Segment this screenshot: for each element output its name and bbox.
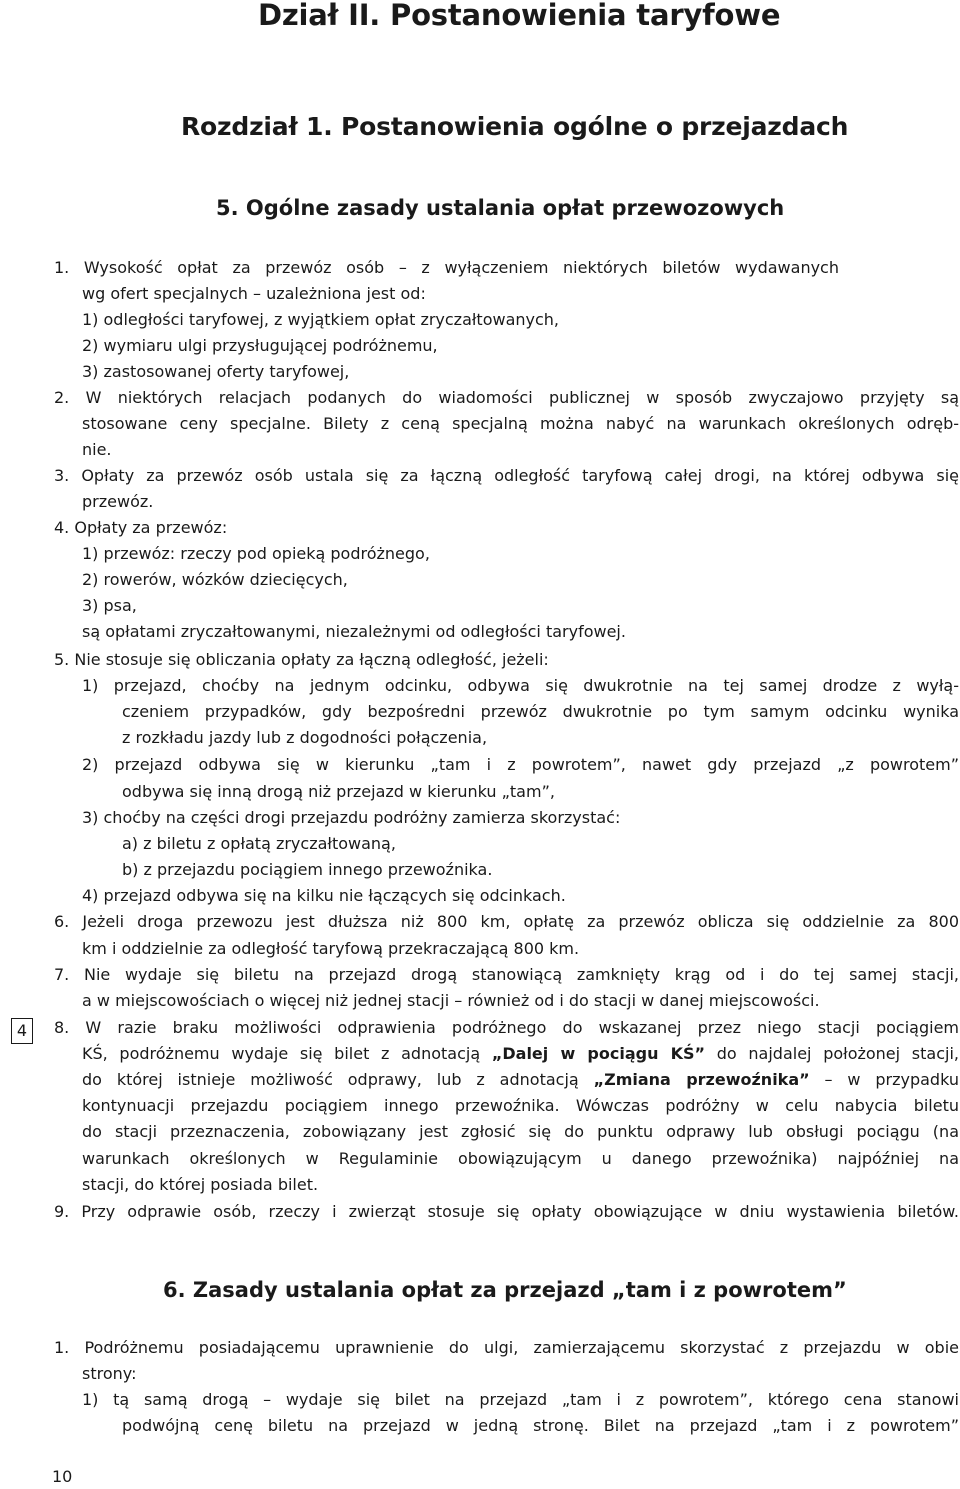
- paragraph-line: km i oddzielnie za odległość taryfową przekraczającą 800 km.: [82, 939, 580, 958]
- division-title: Dział II. Postanowienia taryfowe: [258, 0, 781, 32]
- list-item-line: z rozkładu jazdy lub z dogodności połączenia,: [122, 728, 488, 747]
- text-run: do której istnieje możliwość odprawy, lub z adnotacją: [82, 1070, 594, 1089]
- text-run: – w przypadku: [809, 1070, 959, 1089]
- paragraph-line: 1. Wysokość opłat za przewóz osób – z wyłączeniem niektórych biletów wydawanych: [54, 258, 839, 277]
- list-item: 1) tą samą drogą – wydaje się bilet na przejazd „tam i z powrotem”, którego cena stanowi: [82, 1390, 959, 1409]
- paragraph-line: 7. Nie wydaje się biletu na przejazd drogą stanowiącą zamknięty krąg od i do tej samej stacji,: [54, 965, 959, 984]
- paragraph-line: 4. Opłaty za przewóz:: [54, 518, 228, 537]
- section-5-title: 5. Ogólne zasady ustalania opłat przewozowych: [216, 196, 785, 220]
- paragraph-line: 3. Opłaty za przewóz osób ustala się za łączną odległość taryfową całej drogi, na której odbywa się: [54, 466, 959, 485]
- list-item-line: czeniem przypadków, gdy bezpośredni przewóz dwukrotnie po tym samym odcinku wynika: [122, 702, 959, 721]
- list-item: 1) przejazd, choćby na jednym odcinku, odbywa się dwukrotnie na tej samej drodze z wyłą-: [82, 676, 959, 695]
- list-item: 2) wymiaru ulgi przysługującej podróżnemu,: [82, 336, 438, 355]
- paragraph-line: [82, 1041, 959, 1067]
- sub-list-item: b) z przejazdu pociągiem innego przewoźnika.: [122, 860, 493, 879]
- paragraph-line: 8. W razie braku możliwości odprawienia podróżnego do wskazanej przez niego stacji pociągiem: [54, 1018, 959, 1037]
- paragraph-line: 9. Przy odprawie osób, rzeczy i zwierząt stosuje się opłaty obowiązujące w dniu wystawienia biletów.: [54, 1202, 959, 1221]
- page-number: 10: [52, 1467, 73, 1486]
- list-item: 2) rowerów, wózków dziecięcych,: [82, 570, 348, 589]
- section-6-title: 6. Zasady ustalania opłat za przejazd „tam i z powrotem”: [163, 1278, 847, 1302]
- paragraph-line: warunkach określonych w Regulaminie obowiązującym u danego przewoźnika) najpóźniej na: [82, 1149, 959, 1168]
- paragraph-line: wg ofert specjalnych – uzależniona jest od:: [82, 284, 426, 303]
- paragraph-line: [82, 1067, 959, 1093]
- annotation-bold: „Dalej w pociągu KŚ”: [491, 1044, 706, 1063]
- paragraph-line: są opłatami zryczałtowanymi, niezależnymi od odległości taryfowej.: [82, 622, 626, 641]
- paragraph-line: kontynuacji przejazdu pociągiem innego przewoźnika. Wówczas podróżny w celu nabycia biletu: [82, 1096, 959, 1115]
- list-item: 3) psa,: [82, 596, 137, 615]
- paragraph-line: 1. Podróżnemu posiadającemu uprawnienie do ulgi, zamierzającemu skorzystać z przejazdu w obie: [54, 1338, 959, 1357]
- paragraph-line: przewóz.: [82, 492, 154, 511]
- paragraph-line: stosowane ceny specjalne. Bilety z ceną specjalną można nabyć na warunkach określonych odręb-: [82, 414, 959, 433]
- list-item: 1) odległości taryfowej, z wyjątkiem opłat zryczałtowanych,: [82, 310, 560, 329]
- list-item-line: podwójną cenę biletu na przejazd w jedną stronę. Bilet na przejazd „tam i z powrotem”: [122, 1416, 959, 1435]
- paragraph-line: 2. W niektórych relacjach podanych do wiadomości publicznej w sposób zwyczajowo przyjęty są: [54, 388, 959, 407]
- paragraph-line: strony:: [82, 1364, 137, 1383]
- paragraph-line: 6. Jeżeli droga przewozu jest dłuższa niż 800 km, opłatę za przewóz oblicza się oddzielnie za 800: [54, 912, 959, 931]
- paragraph-line: nie.: [82, 440, 112, 459]
- text-run: KŚ, podróżnemu wydaje się bilet z adnotacją: [82, 1044, 492, 1063]
- text-run: do najdalej położonej stacji,: [705, 1044, 959, 1063]
- annotation-bold: „Zmiana przewoźnika”: [593, 1070, 810, 1089]
- chapter-title: Rozdział 1. Postanowienia ogólne o przejazdach: [181, 112, 849, 141]
- paragraph-line: a w miejscowościach o więcej niż jednej stacji – również od i do stacji w danej miejscowości.: [82, 991, 820, 1010]
- list-item: 3) choćby na części drogi przejazdu podróżny zamierza skorzystać:: [82, 808, 621, 827]
- sub-list-item: a) z biletu z opłatą zryczałtowaną,: [122, 834, 396, 853]
- list-item: 1) przewóz: rzeczy pod opieką podróżnego,: [82, 544, 430, 563]
- paragraph-line: stacji, do której posiada bilet.: [82, 1175, 319, 1194]
- list-item: 4) przejazd odbywa się na kilku nie łączących się odcinkach.: [82, 886, 566, 905]
- paragraph-line: do stacji przeznaczenia, zobowiązany jest zgłosić się do punktu odprawy lub obsługi pociągu (na: [82, 1122, 959, 1141]
- list-item: 2) przejazd odbywa się w kierunku „tam i z powrotem”, nawet gdy przejazd „z powrotem”: [82, 755, 959, 774]
- list-item: 3) zastosowanej oferty taryfowej,: [82, 362, 350, 381]
- side-tab-marker: 4: [11, 1018, 33, 1044]
- list-item-line: odbywa się inną drogą niż przejazd w kierunku „tam”,: [122, 782, 555, 801]
- paragraph-line: 5. Nie stosuje się obliczania opłaty za łączną odległość, jeżeli:: [54, 650, 549, 669]
